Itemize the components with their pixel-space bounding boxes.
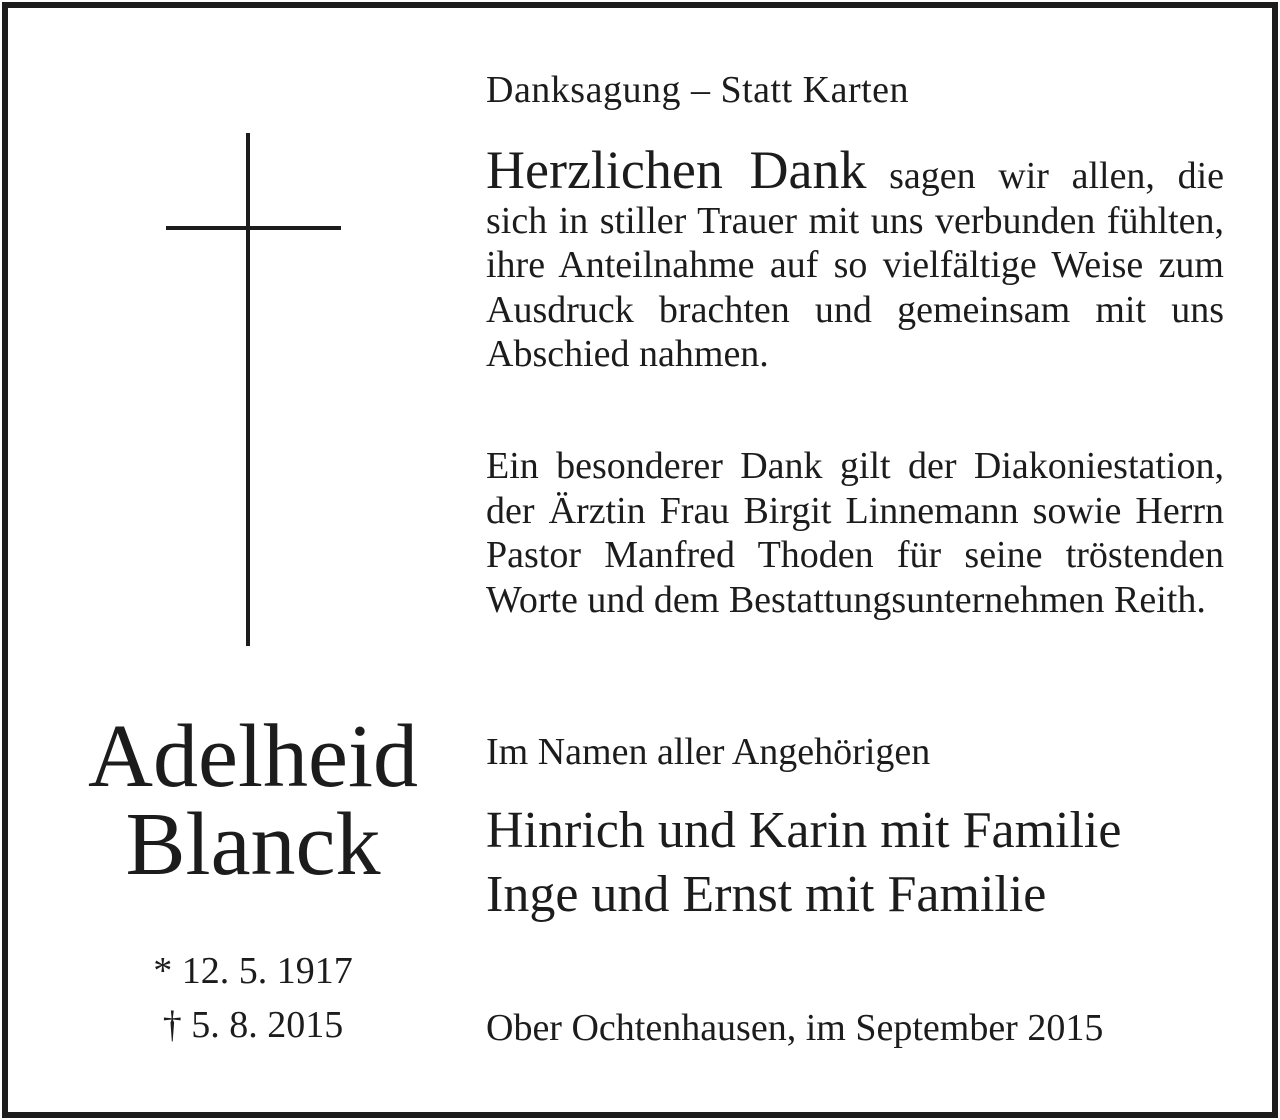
family-line-2: Inge und Ernst mit Familie xyxy=(486,866,1047,923)
deceased-name xyxy=(48,707,458,894)
on-behalf-line: Im Namen aller Angehörigen xyxy=(486,731,931,773)
thanks-text: sagen wir allen, die sich in stiller Trauer mit uns verbunden fühlten, ihre Anteilnahme auf so vielfältige Weise zum Ausdruck brachten und gemeinsam mit uns Abschied nahmen. xyxy=(486,155,1225,375)
cross-horizontal-bar xyxy=(166,226,341,230)
family-line-1: Hinrich und Karin mit Familie xyxy=(486,802,1122,859)
special-thanks-paragraph: Ein besonderer Dank gilt der Diakoniestation, der Ärztin Frau Birgit Linnemann sowie Herrn Pastor Manfred Thoden für seine tröstenden Worte und dem Bestattungsunternehmen Reith. xyxy=(486,445,1224,621)
place-and-date: Ober Ochtenhausen, im September 2015 xyxy=(486,1007,1104,1049)
thanks-paragraph xyxy=(486,140,1225,377)
cross-vertical-bar xyxy=(246,133,250,646)
thanks-lead: Herzlichen Dank xyxy=(486,140,867,200)
death-date: † 5. 8. 2015 xyxy=(162,1004,344,1046)
deceased-first-name: Adelheid xyxy=(88,707,418,806)
deceased-last-name: Blanck xyxy=(125,795,381,894)
birth-date: * 12. 5. 1917 xyxy=(153,950,353,992)
obituary-notice xyxy=(2,2,1278,1118)
notice-heading: Danksagung – Statt Karten xyxy=(486,69,910,111)
